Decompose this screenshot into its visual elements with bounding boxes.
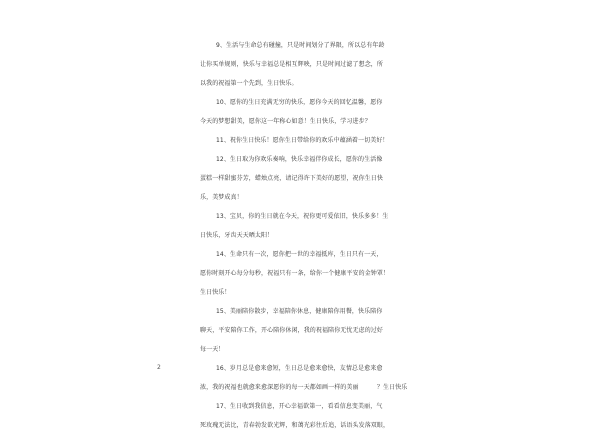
paragraph-line: 11、祝你生日快乐！愿你生日带给你的欢乐中蕴涵着一切美好！: [216, 137, 389, 144]
paragraph-11: [200, 131, 390, 150]
paragraph-17: [200, 397, 390, 435]
paragraph-line: 14、生命只有一次，愿你把一世的幸福抵库，生日只有一天，: [216, 251, 383, 258]
paragraph-line: 17、生日收到我信息，开心幸福欲第一，看看信息变美丽，气: [216, 403, 383, 410]
paragraph-line: 聊天，平安陪你工作，开心陪你休闲，我的祝福陪你无忧无虑的过好: [200, 327, 384, 334]
paragraph-line: 蛋糕一样甜蜜芬芳，蜡烛点亮，请记得许下美好的愿望，祝你生日快: [200, 175, 384, 182]
paragraph-13: [200, 207, 390, 245]
paragraph-line: 10、愿你的生日充满无穷的快乐，愿你今天的回忆温馨，愿你: [216, 99, 383, 106]
paragraph-14: [200, 245, 390, 302]
paragraph-line: 让你买单规则，快乐与幸福总是相互辉映，只是时间过滤了想念，所: [200, 61, 384, 68]
paragraph-10: [200, 93, 390, 131]
paragraph-9: [200, 36, 390, 93]
paragraph-line: 12、生日取为你欢乐奏响，快乐幸福伴你成长，愿你的生活像: [216, 156, 383, 163]
paragraph-line: 死玫瑰无法比，青春勃发欲光辉，和蔼光彩往后追，话语头发落双眼，: [200, 422, 390, 429]
paragraph-line: 9、生活与生命总有碰撞，只是时间划分了界限，所以总有年龄: [216, 42, 385, 49]
paragraph-line: 浓，我的祝福也就愈来愈深愿你的每一天都如画一样的美丽 ？生日快乐: [200, 384, 408, 391]
paragraph-line: 愿你时刻开心每分每秒，祝福只有一条，给你一个健康平安的金钟罩！: [200, 270, 390, 277]
paragraph-line: 16、岁月总是愈来愈短，生日总是愈来愈快，友情总是愈来愈: [216, 365, 383, 372]
document-body: [200, 36, 408, 435]
paragraph-line: 以我的祝福第一个先到，生日快乐。: [200, 80, 298, 87]
paragraph-line: 日快乐，牙齿天天晒太阳！: [200, 232, 274, 239]
paragraph-16: [200, 359, 408, 397]
paragraph-12: [200, 150, 390, 207]
paragraph-line: 生日快乐！: [200, 289, 231, 296]
paragraph-line: 13、宝贝，你的生日就在今天，祝你更可爱依旧，快乐多多！生: [216, 213, 389, 220]
paragraph-15: [200, 302, 390, 359]
paragraph-line: 每一天！: [200, 346, 225, 353]
paragraph-line: 15、美丽陪你散步，幸福陪你休息，健康陪你用餐，快乐陪你: [216, 308, 383, 315]
page-number: 2: [157, 364, 161, 371]
paragraph-line: 今天的梦想甜美，愿你这一年称心如意！生日快乐，学习进步？: [200, 118, 371, 125]
paragraph-line: 乐，美梦成真！: [200, 194, 243, 201]
